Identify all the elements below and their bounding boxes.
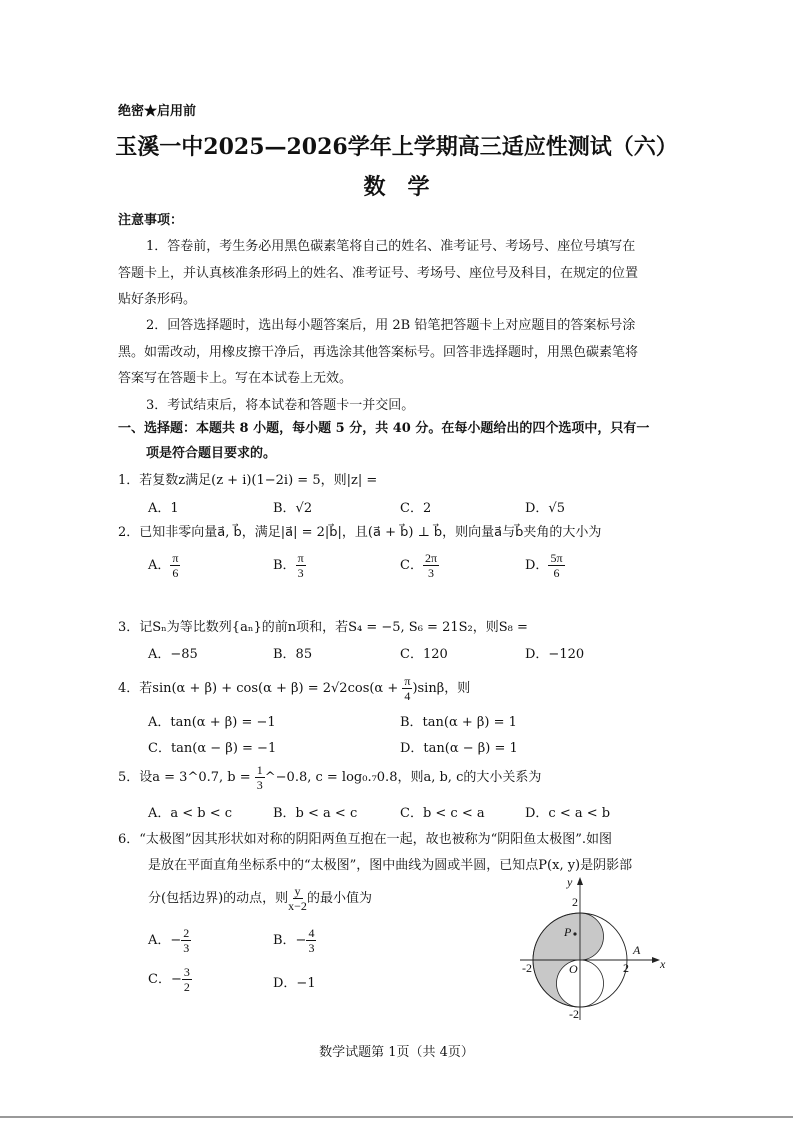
denominator: 3 [297,566,304,580]
exam-title: 玉溪一中2025—2026学年上学期高三适应性测试（六） [115,134,678,160]
q1-option-a: A．1 [148,501,179,516]
option-label: C． [400,558,423,573]
option-label: A． [148,558,171,573]
q5-option-d: D．c < a < b [525,806,611,821]
q1-option-b: B．√2 [273,501,313,516]
denominator: 2 [183,980,190,994]
q6-option-c [148,965,192,994]
denominator: 4 [404,689,411,703]
q5-option-b: B．b < a < c [273,806,358,821]
tick-y-2: 2 [572,895,578,909]
question-6-stem: 6．“太极图”因其形状如对称的阴阳两鱼互抱在一起，故也被称为“阴阳鱼太极图”.如图 [118,832,612,847]
page-footer: 数学试题第 1页（共 4页） [319,1045,474,1060]
q1-option-c: C．2 [400,501,432,516]
notice-line: 1．答卷前，考生务必用黑色碳素笔将自己的姓名、准考证号、考场号、座位号填写在 [146,239,636,254]
numerator: 4 [308,926,315,940]
question-1-stem: 1．若复数z满足(z + i)(1−2i) = 5，则|z| = [118,473,378,488]
numerator: 3 [183,965,190,979]
option-label: B． [273,558,296,573]
y-axis-label: y [567,875,573,889]
notice-line: 答案写在答题卡上。写在本试卷上无效。 [118,371,353,386]
stem-text: 5．设a = 3^0.7, b = [118,770,255,785]
option-label: A．− [148,933,182,948]
q3-option-d: D．−120 [525,647,585,662]
tick-x-2: 2 [623,961,629,975]
point-p-label: P [564,925,572,939]
denominator: 6 [553,566,560,580]
q3-option-b: B．85 [273,647,313,662]
stem-text: )sinβ，则 [412,681,471,696]
question-5-stem [118,763,541,792]
notice-line: 黑。如需改动，用橡皮擦干净后，再选涂其他答案标号。回答非选择题时，用黑色碳素笔将 [118,345,639,360]
q5-option-a: A．a < b < c [148,806,233,821]
numerator: 2 [183,926,190,940]
denominator: 3 [183,941,190,955]
q2-option-c [400,551,439,580]
q4-option-c: C．tan(α − β) = −1 [148,741,277,756]
numerator: 1 [256,763,263,777]
q6-option-d: D．−1 [273,976,316,991]
notice-heading: 注意事项： [118,213,184,228]
q4-option-d: D．tan(α − β) = 1 [400,741,518,756]
numerator: π [172,551,179,565]
subject-title: 数 学 [363,174,430,200]
numerator: π [297,551,304,565]
bottom-rule [0,1116,793,1118]
denominator: 3 [427,566,434,580]
tick-y-neg2: -2 [569,1007,579,1020]
option-label: D． [525,558,549,573]
q4-option-a: A．tan(α + β) = −1 [148,715,276,730]
notice-line: 贴好条形码。 [118,292,197,307]
q2-option-b [273,551,306,580]
numerator: π [404,674,411,688]
notice-line: 2．回答选择题时，选出每小题答案后，用 2B 铅笔把答题卡上对应题目的答案标号涂 [146,318,636,333]
q1-option-d: D．√5 [525,501,565,516]
x-axis-label: x [660,957,666,971]
question-3-stem: 3．记Sₙ为等比数列{aₙ}的前n项和，若S₄ = −5, S₆ = 21S₂，则S₈ = [118,620,528,635]
notice-line: 答题卡上，并认真核准条形码上的姓名、准考证号、考场号、座位号及科目，在规定的位置 [118,266,639,281]
q6-option-b [273,926,316,955]
stem-text: 分(包括边界)的动点，则 [148,891,289,906]
question-2-stem: 2．已知非零向量a⃗, b⃗，满足|a⃗| = 2|b⃗|，且(a⃗ + b⃗) ⊥ b⃗，则向量a⃗与b⃗夹角的大小为 [118,525,602,540]
stem-text: ^−0.8, c = log₀.₇0.8，则a, b, c的大小关系为 [264,770,542,785]
denominator: x−2 [288,899,307,913]
notice-line: 3．考试结束后，将本试卷和答题卡一并交回。 [146,398,415,413]
numerator: 5π [550,551,563,565]
option-label: B．− [273,933,307,948]
origin-label: O [569,962,578,976]
confidential-label: 绝密★启用前 [118,104,197,119]
denominator: 3 [308,941,315,955]
stem-text: 的最小值为 [306,891,372,906]
q3-option-a: A．−85 [148,647,198,662]
q2-option-d [525,551,565,580]
section-heading: 一、选择题：本题共 8 小题，每小题 5 分，共 40 分。在每小题给出的四个选项中，只有一 [118,421,650,436]
lower-semicircle [580,960,604,1007]
question-6-stem-cont [148,884,372,913]
y-axis-arrow-icon [577,877,583,885]
q3-option-c: C．120 [400,647,448,662]
point-p-marker [573,932,576,935]
numerator: 2π [424,551,438,565]
q4-option-b: B．tan(α + β) = 1 [400,715,517,730]
q6-option-a [148,926,191,955]
q5-option-c: C．b < c < a [400,806,485,821]
option-label: C．− [148,972,182,987]
point-a-label: A [633,943,641,957]
denominator: 3 [256,778,263,792]
tick-x-neg2: -2 [522,961,532,975]
denominator: 6 [172,566,179,580]
section-heading-cont: 项是符合题目要求的。 [146,446,277,461]
question-4-stem [118,674,470,703]
q2-option-a [148,551,180,580]
question-6-stem-cont: 是放在平面直角坐标系中的“太极图”，图中曲线为圆或半圆，已知点P(x, y)是阴影部 [148,858,633,873]
taiji-figure [500,870,680,1020]
stem-text: 4．若sin(α + β) + cos(α + β) = 2√2cos(α + [118,681,403,696]
numerator: y [294,884,301,898]
x-axis-arrow-icon [652,957,660,963]
